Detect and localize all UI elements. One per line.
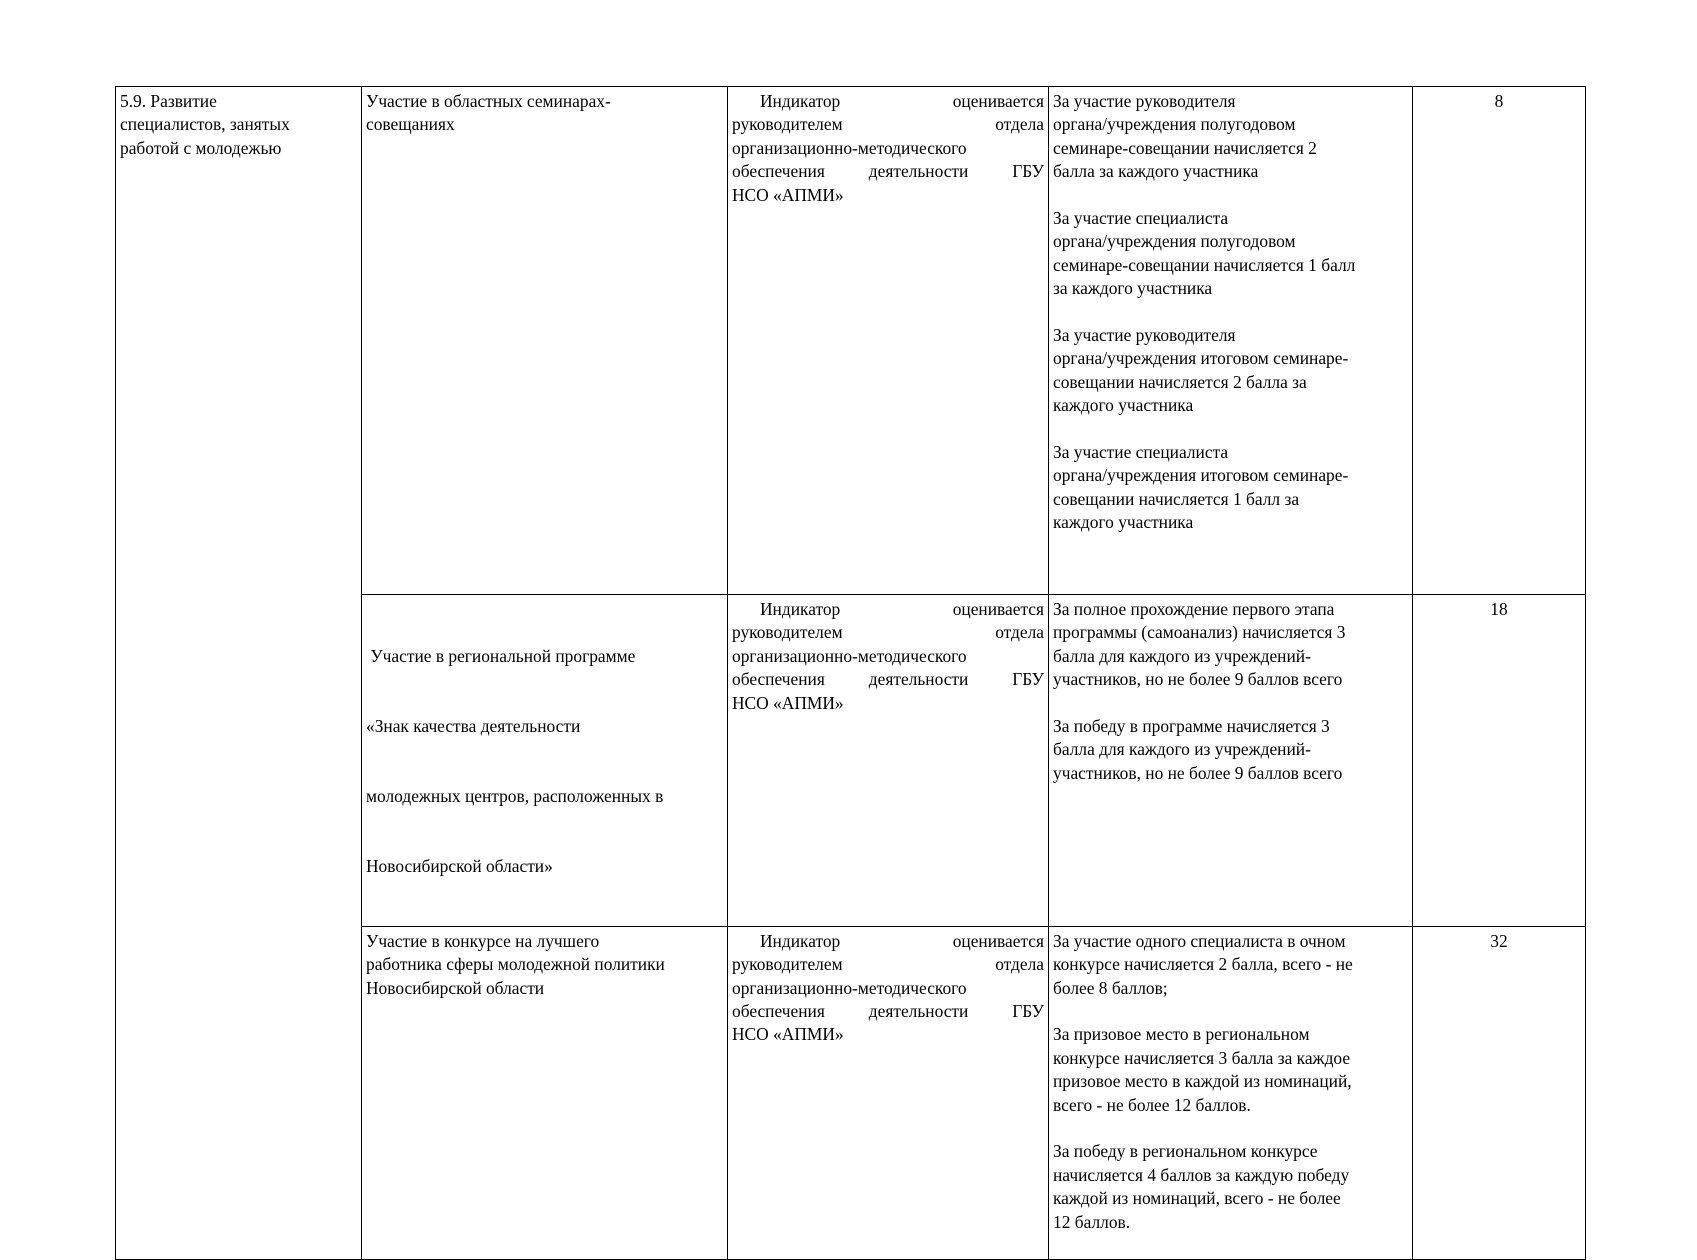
criteria-line: За участие руководителя <box>1053 325 1236 346</box>
criteria-line: За полное прохождение первого этапа <box>1053 599 1335 619</box>
section-title-line: работой с молодежью <box>120 137 282 158</box>
activity-line: Новосибирской области» <box>366 856 553 877</box>
assessment-cell <box>728 87 1049 595</box>
criteria-line: органа/учреждения полугодовом <box>1053 114 1296 135</box>
criteria-line: балла для каждого из учреждений- <box>1053 645 1311 666</box>
criteria-paragraph <box>1053 598 1408 692</box>
assessment-line: Индикатор оценивается <box>760 91 1044 111</box>
criteria-cell <box>1049 926 1413 1259</box>
assessment-line: Индикатор оценивается <box>760 930 1044 951</box>
criteria-line: За участие руководителя <box>1053 91 1236 111</box>
assessment-line: организационно-методического <box>732 645 967 666</box>
criteria-line: семинаре-совещании начисляется 2 <box>1053 137 1317 158</box>
criteria-line: участников, но не более 9 баллов всего <box>1053 762 1343 783</box>
activity-cell <box>362 595 728 927</box>
assessment-line: обеспечения деятельности ГБУ <box>732 669 1044 690</box>
criteria-line: семинаре-совещании начисляется 1 балл <box>1053 254 1356 275</box>
criteria-line: программы (самоанализ) начисляется 3 <box>1053 622 1346 643</box>
assessment-line: организационно-методического <box>732 137 967 158</box>
assessment-line: Индикатор оценивается <box>760 599 1044 619</box>
criteria-line: всего - не более 12 баллов. <box>1053 1094 1251 1115</box>
criteria-line: каждого участника <box>1053 395 1194 416</box>
criteria-line: За участие одного специалиста в очном <box>1053 930 1346 951</box>
activity-line: совещаниях <box>366 114 455 135</box>
criteria-line: За участие специалиста <box>1053 442 1229 463</box>
section-title-cell <box>116 87 362 1260</box>
criteria-line: каждого участника <box>1053 512 1194 533</box>
assessment-line: НСО «АПМИ» <box>732 184 844 205</box>
points-cell: 8 <box>1413 87 1586 595</box>
points-cell: 32 <box>1413 926 1586 1259</box>
criteria-paragraph <box>1053 207 1408 301</box>
criteria-paragraph <box>1053 1023 1408 1117</box>
criteria-line: призовое место в каждой из номинаций, <box>1053 1071 1352 1092</box>
activity-line: Участие в конкурсе на лучшего <box>366 930 600 951</box>
criteria-line: органа/учреждения полугодовом <box>1053 231 1296 252</box>
criteria-line: За победу в программе начисляется 3 <box>1053 716 1330 737</box>
criteria-line: более 8 баллов; <box>1053 977 1168 998</box>
criteria-paragraph <box>1053 324 1408 418</box>
assessment-line: руководителем отдела <box>732 622 1044 643</box>
criteria-paragraph <box>1053 441 1408 535</box>
criteria-paragraph <box>1053 90 1408 184</box>
activity-line: «Знак качества деятельности <box>366 716 581 737</box>
activity-line: Участие в региональной программе <box>366 645 636 666</box>
criteria-cell <box>1049 87 1413 595</box>
section-title-line: специалистов, занятых <box>120 114 290 135</box>
criteria-line: За призовое место в региональном <box>1053 1024 1310 1045</box>
criteria-line: органа/учреждения итоговом семинаре- <box>1053 348 1349 369</box>
activity-line: Участие в областных семинарах- <box>366 91 611 111</box>
criteria-line: конкурсе начисляется 2 балла, всего - не <box>1053 954 1353 975</box>
criteria-line: участников, но не более 9 баллов всего <box>1053 669 1343 690</box>
criteria-paragraph <box>1053 930 1408 1000</box>
criteria-line: совещании начисляется 2 балла за <box>1053 371 1307 392</box>
points-cell: 18 <box>1413 595 1586 927</box>
assessment-line: обеспечения деятельности ГБУ <box>732 161 1044 182</box>
criteria-line: За участие специалиста <box>1053 208 1229 229</box>
criteria-paragraph <box>1053 1140 1408 1234</box>
criteria-table <box>115 86 1586 1260</box>
assessment-line: организационно-методического <box>732 977 967 998</box>
criteria-line: За победу в региональном конкурсе <box>1053 1141 1318 1162</box>
criteria-line: 12 баллов. <box>1053 1211 1131 1232</box>
assessment-line: НСО «АПМИ» <box>732 692 844 713</box>
criteria-line: балла для каждого из учреждений- <box>1053 739 1311 760</box>
assessment-cell <box>728 926 1049 1259</box>
table-row <box>116 87 1586 595</box>
activity-cell <box>362 926 728 1259</box>
activity-line: Новосибирской области <box>366 977 545 998</box>
criteria-line: конкурсе начисляется 3 балла за каждое <box>1053 1047 1351 1068</box>
criteria-line: балла за каждого участника <box>1053 161 1259 182</box>
criteria-line: органа/учреждения итоговом семинаре- <box>1053 465 1349 486</box>
criteria-line: начисляется 4 баллов за каждую победу <box>1053 1164 1350 1185</box>
assessment-line: руководителем отдела <box>732 114 1044 135</box>
assessment-line: руководителем отдела <box>732 954 1044 975</box>
criteria-line: совещании начисляется 1 балл за <box>1053 488 1300 509</box>
assessment-cell <box>728 595 1049 927</box>
activity-line: работника сферы молодежной политики <box>366 954 665 975</box>
criteria-paragraph <box>1053 715 1408 785</box>
activity-line: молодежных центров, расположенных в <box>366 786 664 807</box>
criteria-cell <box>1049 595 1413 927</box>
criteria-line: за каждого участника <box>1053 278 1213 299</box>
assessment-line: обеспечения деятельности ГБУ <box>732 1000 1044 1021</box>
section-title-line: 5.9. Развитие <box>120 91 217 111</box>
criteria-line: каждой из номинаций, всего - не более <box>1053 1188 1341 1209</box>
activity-cell <box>362 87 728 595</box>
assessment-line: НСО «АПМИ» <box>732 1024 844 1045</box>
